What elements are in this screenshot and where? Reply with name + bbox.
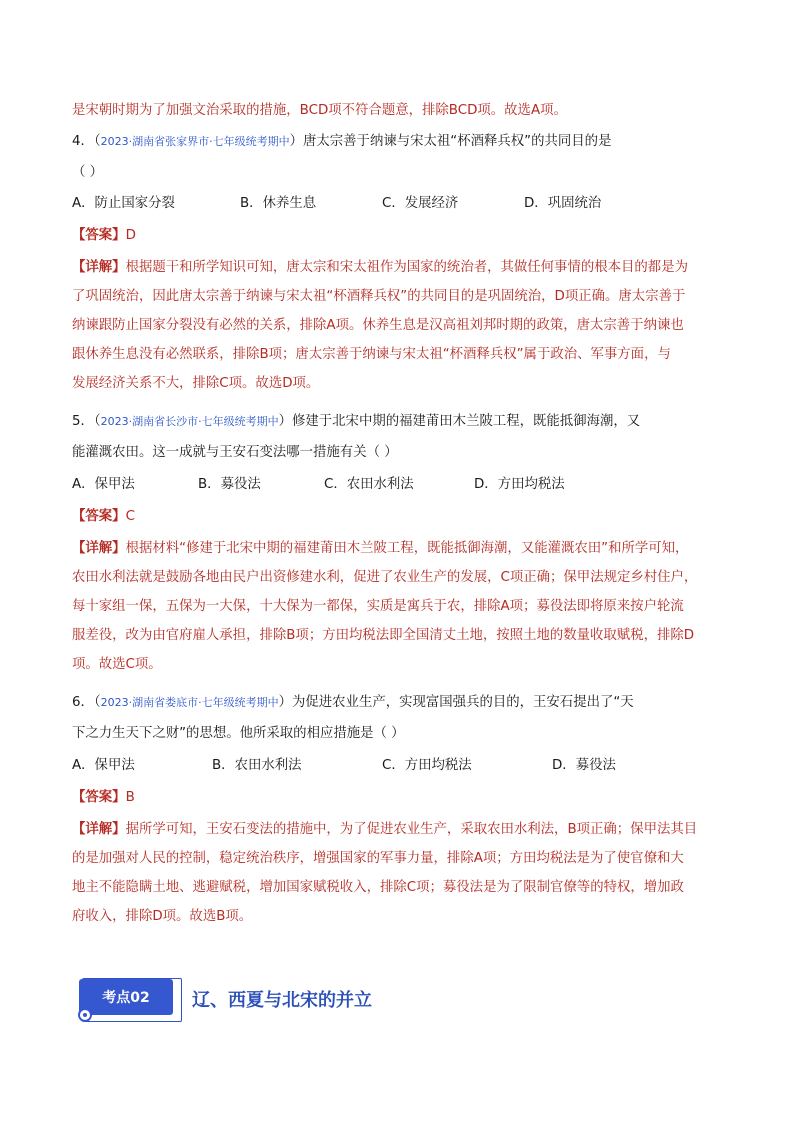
question-source: 2023·湖南省张家界市·七年级统考期中 [100,135,290,148]
explanation-line: 项。故选C项。 [72,657,162,672]
question-number: 6．（ [72,695,101,710]
option-c: C．农田水利法 [324,477,414,492]
explanation-text: 根据材料“修建于北宋中期的福建莆田木兰陂工程，既能抵御海潮，又能灌溉农田”和所学可知， [125,541,689,556]
section-badge: 考点02 [80,980,172,1014]
question-stem-cont: 能灌溉农田。这一成就与王安石变法哪一措施有关（ ） [72,445,398,460]
explanation-line: 纳谏跟防止国家分裂没有必然的关系，排除A项。休养生息是汉高祖刘邦时期的政策，唐太宗善于纳谏也 [72,318,684,333]
explanation-line: 每十家组一保，五保为一大保，十大保为一都保，实质是寓兵于农，排除A项；募役法即将原来按户轮流 [72,599,684,614]
explanation-line [72,258,688,278]
explanation-line: 农田水利法就是鼓励各地由民户出资修建水利，促进了农业生产的发展，C项正确；保甲法规定乡村住户， [72,570,698,585]
question-number: 4．（ [72,134,101,149]
answer-line [72,226,136,246]
option-a: A．保甲法 [72,477,135,492]
explanation-text: 据所学可知，王安石变法的措施中，为了促进农业生产，采取农田水利法，B项正确；保甲法其目 [125,822,698,837]
answer-tag: 【答案】 [72,228,126,243]
question-4-options [72,194,601,214]
answer-value: D [125,228,136,243]
explanation-line [72,287,685,307]
option-c: C．发展经济 [382,196,459,211]
explanation-line: 发展经济关系不大，排除C项。故选D项。 [72,376,320,391]
explanation-line [72,820,697,840]
answer-value: C [125,509,135,524]
explanation-line [72,539,688,559]
answer-line [72,507,135,527]
explanation-text: 了巩固统治，因此唐太宗善于纳谏与宋太祖 [72,289,327,304]
answer-line [72,788,135,808]
answer-tag: 【答案】 [72,509,126,524]
explanation-text: 根据题干和所学知识可知，唐太宗和宋太祖作为国家的统治者，其做任何事情的根本目的都是为 [125,260,688,275]
answer-tag: 【答案】 [72,790,126,805]
option-d: D．巩固统治 [524,196,602,211]
explanation-line: 服差役，改为由官府雇人承担，排除B项；方田均税法即全国清丈土地，按照土地的数量收取赋税，排除D [72,628,695,643]
explanation-line: 跟休养生息没有必然联系，排除B项；唐太宗善于纳谏与宋太祖“杯酒释兵权”属于政治、军事方面，与 [72,347,671,362]
explanation-tag: 【详解】 [72,541,126,556]
question-6 [72,693,634,713]
question-5 [72,412,640,432]
question-number: 5．（ [72,414,101,429]
bullet-dot-icon [78,1008,92,1022]
explanation-tag: 【详解】 [72,822,126,837]
option-c: C．方田均税法 [382,758,472,773]
option-b: B．休养生息 [240,196,317,211]
section-title: 辽、西夏与北宋的并立 [192,990,372,1011]
question-source: 2023·湖南省长沙市·七年级统考期中 [100,415,279,428]
explanation-line: 地主不能隐瞒土地、逃避赋税，增加国家赋税收入，排除C项；募役法是为了限制官僚等的特权，增加政 [72,880,684,895]
option-b: B．农田水利法 [212,758,302,773]
option-d: D．方田均税法 [474,477,565,492]
explanation-tag: 【详解】 [72,260,126,275]
question-stem: ）修建于北宋中期的福建莆田木兰陂工程，既能抵御海潮，又 [278,414,641,429]
explanation-text: 的共同目的是巩固统治，D项正确。唐太宗善于 [407,289,686,304]
option-d: D．募役法 [552,758,616,773]
answer-value: B [125,790,135,805]
prev-explanation-tail: 是宋朝时期为了加强文治采取的措施，BCD项不符合题意，排除BCD项。故选A项。 [72,103,567,118]
question-6-options [72,756,616,776]
option-a: A．防止国家分裂 [72,196,175,211]
explanation-line: 府收入，排除D项。故选B项。 [72,909,253,924]
answer-blank: （ ） [72,165,104,180]
question-source: 2023·湖南省娄底市·七年级统考期中 [100,696,279,709]
option-b: B．募役法 [198,477,261,492]
explanation-line: 的是加强对人民的控制，稳定统治秩序，增强国家的军事力量，排除A项；方田均税法是为了使官僚和大 [72,851,684,866]
option-a: A．保甲法 [72,758,135,773]
question-5-options [72,475,565,495]
question-4 [72,132,611,152]
question-stem-cont: 下之力生天下之财”的思想。他所采取的相应措施是（ ） [72,726,405,741]
question-stem: ）为促进农业生产，实现富国强兵的目的，王安石提出了“天 [278,695,634,710]
question-stem: ）唐太宗善于纳谏与宋太祖“杯酒释兵权”的共同目的是 [289,134,612,149]
quoted-term: “杯酒释兵权” [326,289,408,304]
